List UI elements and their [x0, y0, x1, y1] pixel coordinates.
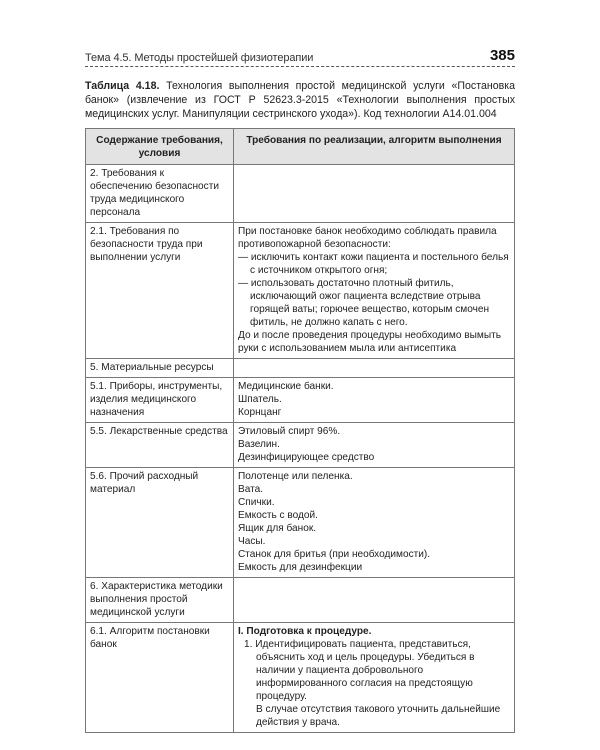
- cell-line: Емкость для дезинфекции: [238, 562, 363, 573]
- cell-line: Дезинфицирующее средство: [238, 452, 375, 463]
- table-caption-text: Технология выполнения простой медицинской услуги «Постановка банок» (извлечение из ГОСТ Р 52623.3-2015 «Технологии выполнения простых медицинских услуг. Манипуляции сестринского ухода»). Код технологии A14.01.004: [85, 80, 515, 120]
- algorithm-cell: [234, 378, 515, 423]
- procedure-step-heading: I. Подготовка к процедуре.: [238, 626, 372, 637]
- requirement-cell: 2. Требования к обеспечению безопасности труда медицинского персонала: [86, 165, 234, 223]
- requirements-table: [85, 128, 515, 733]
- running-title: Тема 4.5. Методы простейшей физиотерапии: [85, 52, 314, 64]
- column-header-algorithm: Требования по реализации, алгоритм выполнения: [234, 129, 515, 165]
- table-header-row: [86, 129, 515, 165]
- cell-line: Медицинские банки.: [238, 381, 334, 392]
- requirement-cell: 6.1. Алгоритм постановки банок: [86, 623, 234, 733]
- requirement-cell: 5.1. Приборы, инструменты, изделия медицинского назначения: [86, 378, 234, 423]
- algorithm-cell: [234, 623, 515, 733]
- cell-line: Полотенце или пеленка.: [238, 471, 353, 482]
- cell-line: При постановке банок необходимо соблюдать правила противопожарной безопасности:: [238, 226, 497, 250]
- cell-line: Ящик для банок.: [238, 523, 317, 534]
- table-row: [86, 165, 515, 223]
- cell-line: Этиловый спирт 96%.: [238, 426, 341, 437]
- requirement-cell: 5.6. Прочий расходный материал: [86, 468, 234, 578]
- requirement-cell: 5.5. Лекарственные средства: [86, 423, 234, 468]
- document-page: [85, 44, 515, 733]
- table-caption-label: Таблица 4.18.: [85, 80, 160, 92]
- table-row: [86, 423, 515, 468]
- cell-line: Спички.: [238, 497, 275, 508]
- algorithm-cell: [234, 423, 515, 468]
- requirement-cell: 5. Материальные ресурсы: [86, 359, 234, 378]
- algorithm-cell: [234, 359, 515, 378]
- procedure-step-continuation: В случае отсутствия такового уточнить дальнейшие действия у врача.: [256, 704, 501, 728]
- cell-line: Шпатель.: [238, 394, 282, 405]
- cell-line: Вазелин.: [238, 439, 280, 450]
- algorithm-cell: [234, 468, 515, 578]
- cell-line: Емкость с водой.: [238, 510, 318, 521]
- table-caption: [85, 79, 515, 121]
- algorithm-cell: [234, 223, 515, 359]
- column-header-requirement: Содержание требования, условия: [86, 129, 234, 165]
- cell-dash-item: — использовать достаточно плотный фитиль, исключающий ожог пациента вследствие отрыва горящей ваты; горючее вещество, которым смочен фитиль, не должно капать с него.: [238, 278, 490, 328]
- table-row: [86, 578, 515, 623]
- running-header: [85, 44, 515, 67]
- table-row: [86, 623, 515, 733]
- cell-line: Часы.: [238, 536, 266, 547]
- requirement-cell: 6. Характеристика методики выполнения простой медицинской услуги: [86, 578, 234, 623]
- cell-dash-item: — исключить контакт кожи пациента и постельного белья с источником открытого огня;: [238, 252, 509, 276]
- algorithm-cell: [234, 578, 515, 623]
- cell-line: Станок для бритья (при необходимости).: [238, 549, 431, 560]
- table-row: [86, 223, 515, 359]
- requirement-cell: 2.1. Требования по безопасности труда при выполнении услуги: [86, 223, 234, 359]
- table-row: [86, 359, 515, 378]
- cell-line: Вата.: [238, 484, 264, 495]
- procedure-step: 1. Идентифицировать пациента, представиться, объяснить ход и цель процедуры. Убедиться в наличии у пациента добровольного информированного согласия на предстоящую процедуру.: [244, 639, 475, 702]
- cell-line: До и после проведения процедуры необходимо вымыть руки с использованием мыла или антисептика: [238, 330, 501, 354]
- algorithm-cell: [234, 165, 515, 223]
- table-row: [86, 378, 515, 423]
- cell-line: Корнцанг: [238, 407, 282, 418]
- page-number: 385: [489, 47, 515, 64]
- table-row: [86, 468, 515, 578]
